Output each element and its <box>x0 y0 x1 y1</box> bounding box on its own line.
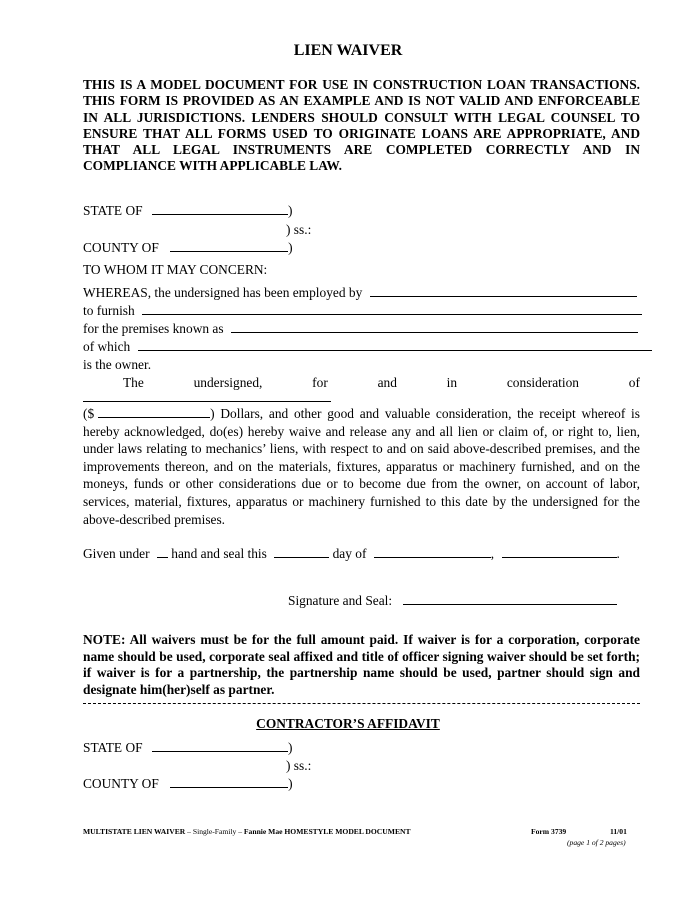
state-of-label: STATE OF <box>83 740 143 755</box>
owner-line <box>83 339 640 355</box>
consideration-amount-field[interactable] <box>83 401 331 402</box>
hand-seal-label: hand and seal this <box>171 546 267 561</box>
venue-paren: ) <box>287 740 293 755</box>
footer-doc-name: MULTISTATE LIEN WAIVER <box>83 827 186 836</box>
consideration-word: and <box>377 375 397 390</box>
furnish-line <box>83 303 640 319</box>
note-paragraph: NOTE: All waivers must be for the full amount paid. If waiver is for a corporation, corporate name should be used, corporate seal affixed and title of officer signing waiver should be set forth; if waiver is for a partnership, the partnership name should be used, partner should sign and designate him(her)self as partner. <box>83 632 640 697</box>
year-field[interactable] <box>502 546 617 558</box>
salutation: TO WHOM IT MAY CONCERN: <box>83 262 268 277</box>
footer-page-number: (page 1 of 2 pages) <box>567 838 626 847</box>
affidavit-county-field[interactable] <box>170 776 288 788</box>
footer-dash: – <box>185 827 193 836</box>
signature-label: Signature and Seal: <box>288 593 393 608</box>
is-owner-text: is the owner. <box>83 357 152 372</box>
footer-family: Single-Family <box>192 827 237 836</box>
employed-by-label: WHEREAS, the undersigned has been employed by <box>83 285 363 300</box>
furnish-label: to furnish <box>83 303 135 318</box>
release-paragraph <box>83 405 640 528</box>
day-of-label: day of <box>332 546 367 561</box>
footer-doc-info <box>83 827 411 836</box>
premises-label: for the premises known as <box>83 321 224 336</box>
model-document-disclaimer: THIS IS A MODEL DOCUMENT FOR USE IN CONSTRUCTION LOAN TRANSACTIONS. THIS FORM IS PROVIDED AS AN EXAMPLE AND IS NOT VALID AND ENFORCEABLE IN ALL JURISDICTIONS. LENDERS SHOULD CONSULT WITH LEGAL COUNSEL TO ENSURE THAT ALL FORMS USED TO ORIGINATE LOANS ARE APPROPRIATE, AND THAT ALL LEGAL INSTRUMENTS ARE COMPLETED CORRECTLY AND IN COMPLIANCE WITH APPLICABLE LAW. <box>83 77 640 174</box>
consideration-word: in <box>446 375 458 390</box>
county-of-label: COUNTY OF <box>83 240 159 255</box>
venue-paren: ) <box>288 776 293 791</box>
consideration-word: consideration <box>506 375 579 390</box>
state-of-label: STATE OF <box>83 203 143 218</box>
consideration-word: undersigned, <box>193 375 263 390</box>
footer-dash: – <box>236 827 244 836</box>
county-of-field[interactable] <box>170 240 288 252</box>
premises-line <box>83 321 640 337</box>
month-field[interactable] <box>374 546 491 558</box>
consideration-intro <box>123 375 640 391</box>
given-line <box>83 546 640 562</box>
state-of-field[interactable] <box>152 203 288 215</box>
day-field[interactable] <box>274 546 329 558</box>
county-of-label: COUNTY OF <box>83 776 159 791</box>
venue-paren: ) <box>288 240 293 255</box>
given-period: . <box>616 546 620 561</box>
affidavit-state-line <box>83 740 640 756</box>
consideration-word: for <box>312 375 328 390</box>
given-under-label: Given under <box>83 546 150 561</box>
ss-marker: ) ss.: <box>286 222 312 237</box>
county-of-line <box>83 240 640 256</box>
dollar-amount-field[interactable] <box>98 406 210 418</box>
employer-field[interactable] <box>370 285 637 297</box>
document-title: LIEN WAIVER <box>293 42 403 59</box>
consideration-word: The <box>123 375 144 390</box>
dollar-prefix: ($ <box>83 406 95 421</box>
section-divider <box>83 703 640 704</box>
affidavit-county-line <box>83 776 640 792</box>
signature-line <box>288 593 617 609</box>
footer-fannie: Fannie Mae HOMESTYLE MODEL DOCUMENT <box>243 827 411 836</box>
footer-form-date: 11/01 <box>610 827 627 836</box>
premises-field[interactable] <box>231 321 638 333</box>
signature-field[interactable] <box>403 593 617 605</box>
footer-form-number: Form 3739 <box>531 827 567 836</box>
given-comma: , <box>490 546 495 561</box>
state-of-line <box>83 203 640 219</box>
employed-by-line <box>83 285 640 301</box>
release-text: ) Dollars, and other good and valuable consideration, the receipt whereof is hereby acknowledged, do(es) hereby waive and release any and all lien or claim of, or right to, lien, under laws relating to mechanics’ liens, with respect to and on said above-described premises, and the improvements thereon, and on the materials, fixtures, apparatus or machinery furnished, and on the moneys, funds or other considerations due or to become due from the owner, on account of labor, services, material, fixtures, apparatus or machinery furnished to this date by the undersigned for the above-described premises. <box>83 406 640 527</box>
venue-paren: ) <box>287 203 293 218</box>
pronoun-field[interactable] <box>157 546 168 558</box>
affidavit-state-field[interactable] <box>152 740 288 752</box>
affidavit-ss-marker: ) ss.: <box>286 758 312 773</box>
of-which-label: of which <box>83 339 131 354</box>
owner-field[interactable] <box>138 339 652 351</box>
affidavit-title: CONTRACTOR’S AFFIDAVIT <box>256 716 440 731</box>
consideration-word: of <box>628 375 640 390</box>
furnish-field[interactable] <box>142 303 642 315</box>
